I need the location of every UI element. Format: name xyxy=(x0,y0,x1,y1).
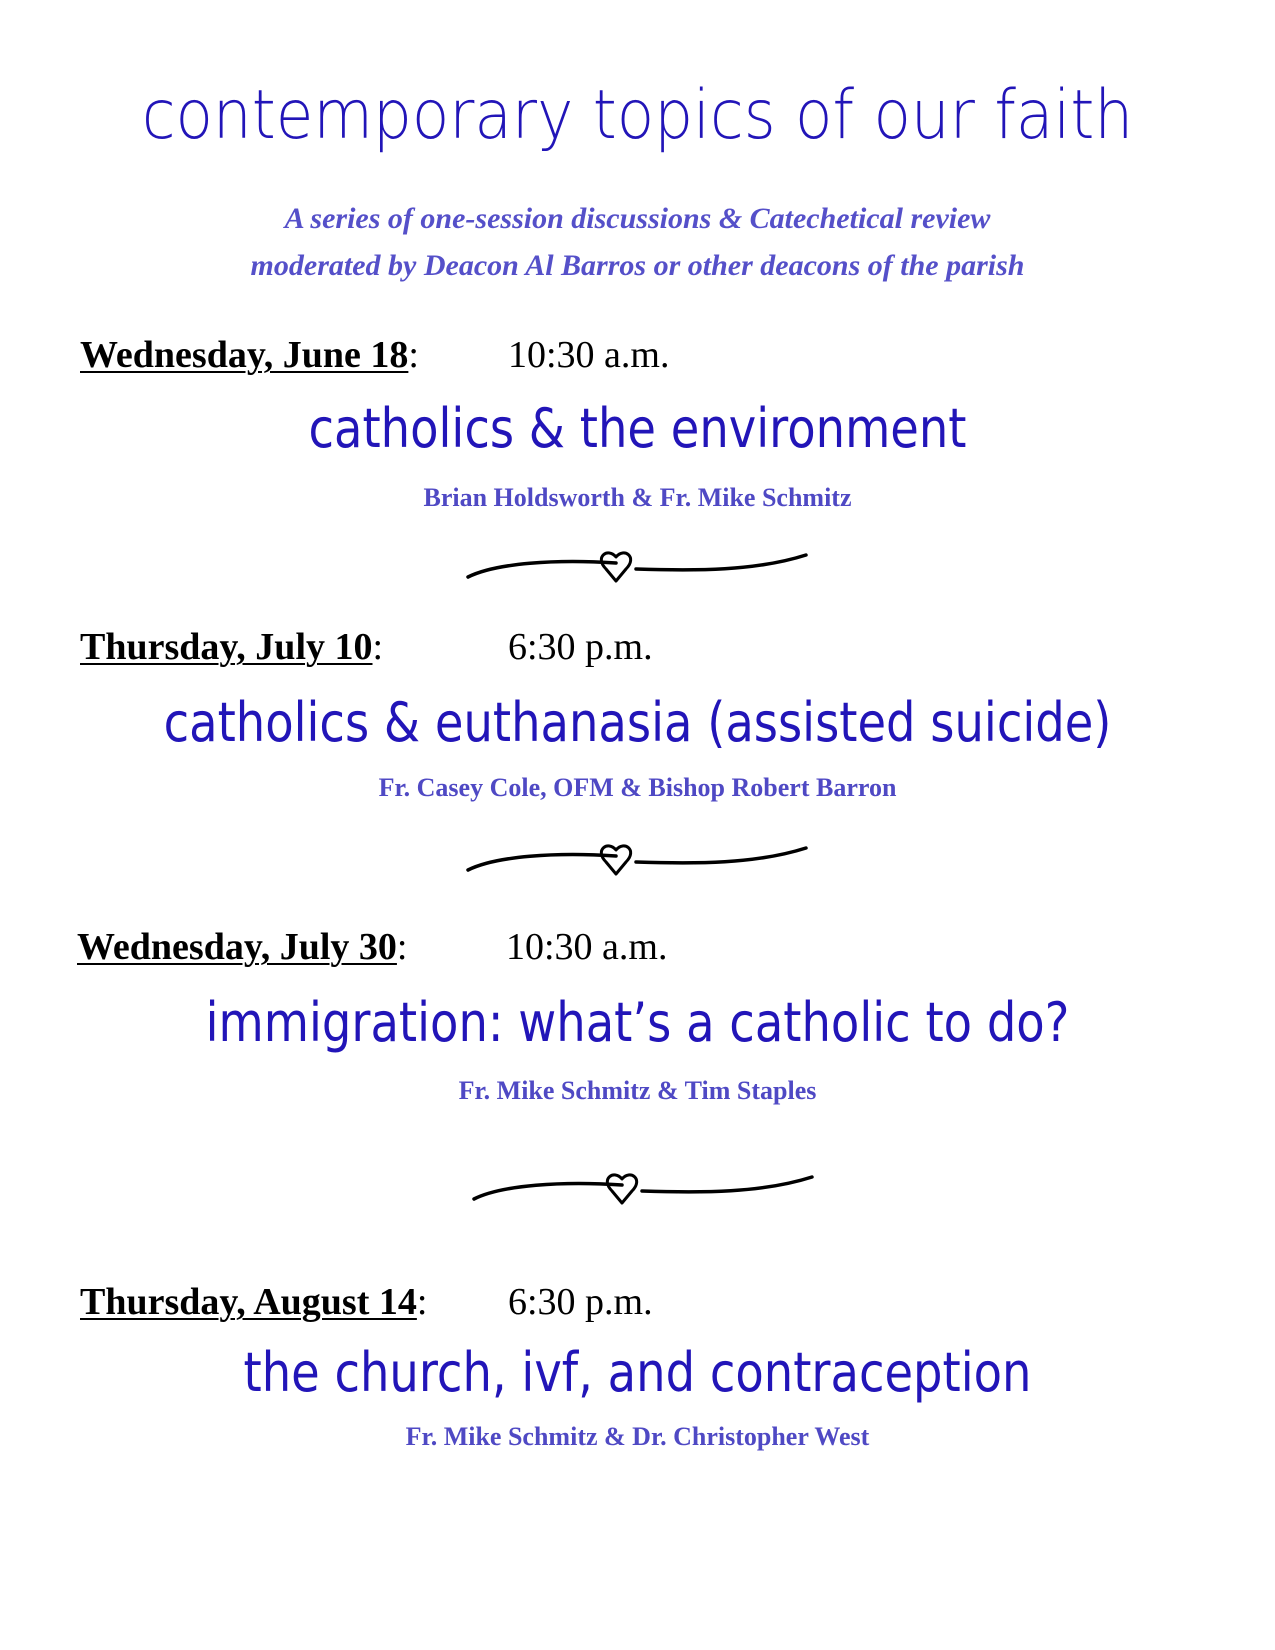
event-1-time: 10:30 a.m. xyxy=(508,334,670,376)
event-4-date: Thursday, August 14 xyxy=(80,1281,417,1323)
event-4-topic: the church, ivf, and contraception xyxy=(243,1341,1032,1404)
event-3-colon: : xyxy=(396,926,408,968)
heart-divider-3 xyxy=(472,1167,832,1217)
heart-divider-2 xyxy=(466,838,826,888)
heart-icon xyxy=(601,846,630,874)
flyer-subtitle-line1: A series of one-session discussions & Catechetical review xyxy=(284,202,991,235)
event-1-colon: : xyxy=(408,334,419,376)
event-1-topic: catholics & the environment xyxy=(308,397,967,460)
event-1-date: Wednesday, June 18 xyxy=(80,334,409,376)
event-3-date: Wednesday, July 30 xyxy=(77,926,397,968)
event-2-time: 6:30 p.m. xyxy=(508,626,653,668)
event-1-heading xyxy=(80,336,419,374)
heart-divider-1 xyxy=(466,545,826,595)
event-4-time: 6:30 p.m. xyxy=(508,1281,653,1323)
event-2-speakers: Fr. Casey Cole, OFM & Bishop Robert Barron xyxy=(378,773,897,802)
event-1-speakers: Brian Holdsworth & Fr. Mike Schmitz xyxy=(423,483,852,512)
event-3-topic: immigration: what’s a catholic to do? xyxy=(205,991,1070,1054)
flyer-title: contemporary topics of our faith xyxy=(141,76,1134,155)
flyer-subtitle-line2: moderated by Deacon Al Barros or other deacons of the parish xyxy=(250,249,1025,282)
heart-icon xyxy=(607,1175,636,1203)
event-2-topic: catholics & euthanasia (assisted suicide) xyxy=(163,691,1112,754)
heart-icon xyxy=(601,553,630,581)
event-4-heading xyxy=(80,1283,427,1321)
event-4-colon: : xyxy=(416,1281,428,1323)
event-2-heading xyxy=(80,628,383,666)
event-3-heading xyxy=(77,928,407,966)
event-2-colon: : xyxy=(372,626,384,668)
event-4-speakers: Fr. Mike Schmitz & Dr. Christopher West xyxy=(405,1422,870,1451)
event-3-time: 10:30 a.m. xyxy=(506,926,668,968)
event-2-date: Thursday, July 10 xyxy=(80,626,373,668)
event-3-speakers: Fr. Mike Schmitz & Tim Staples xyxy=(458,1076,817,1105)
